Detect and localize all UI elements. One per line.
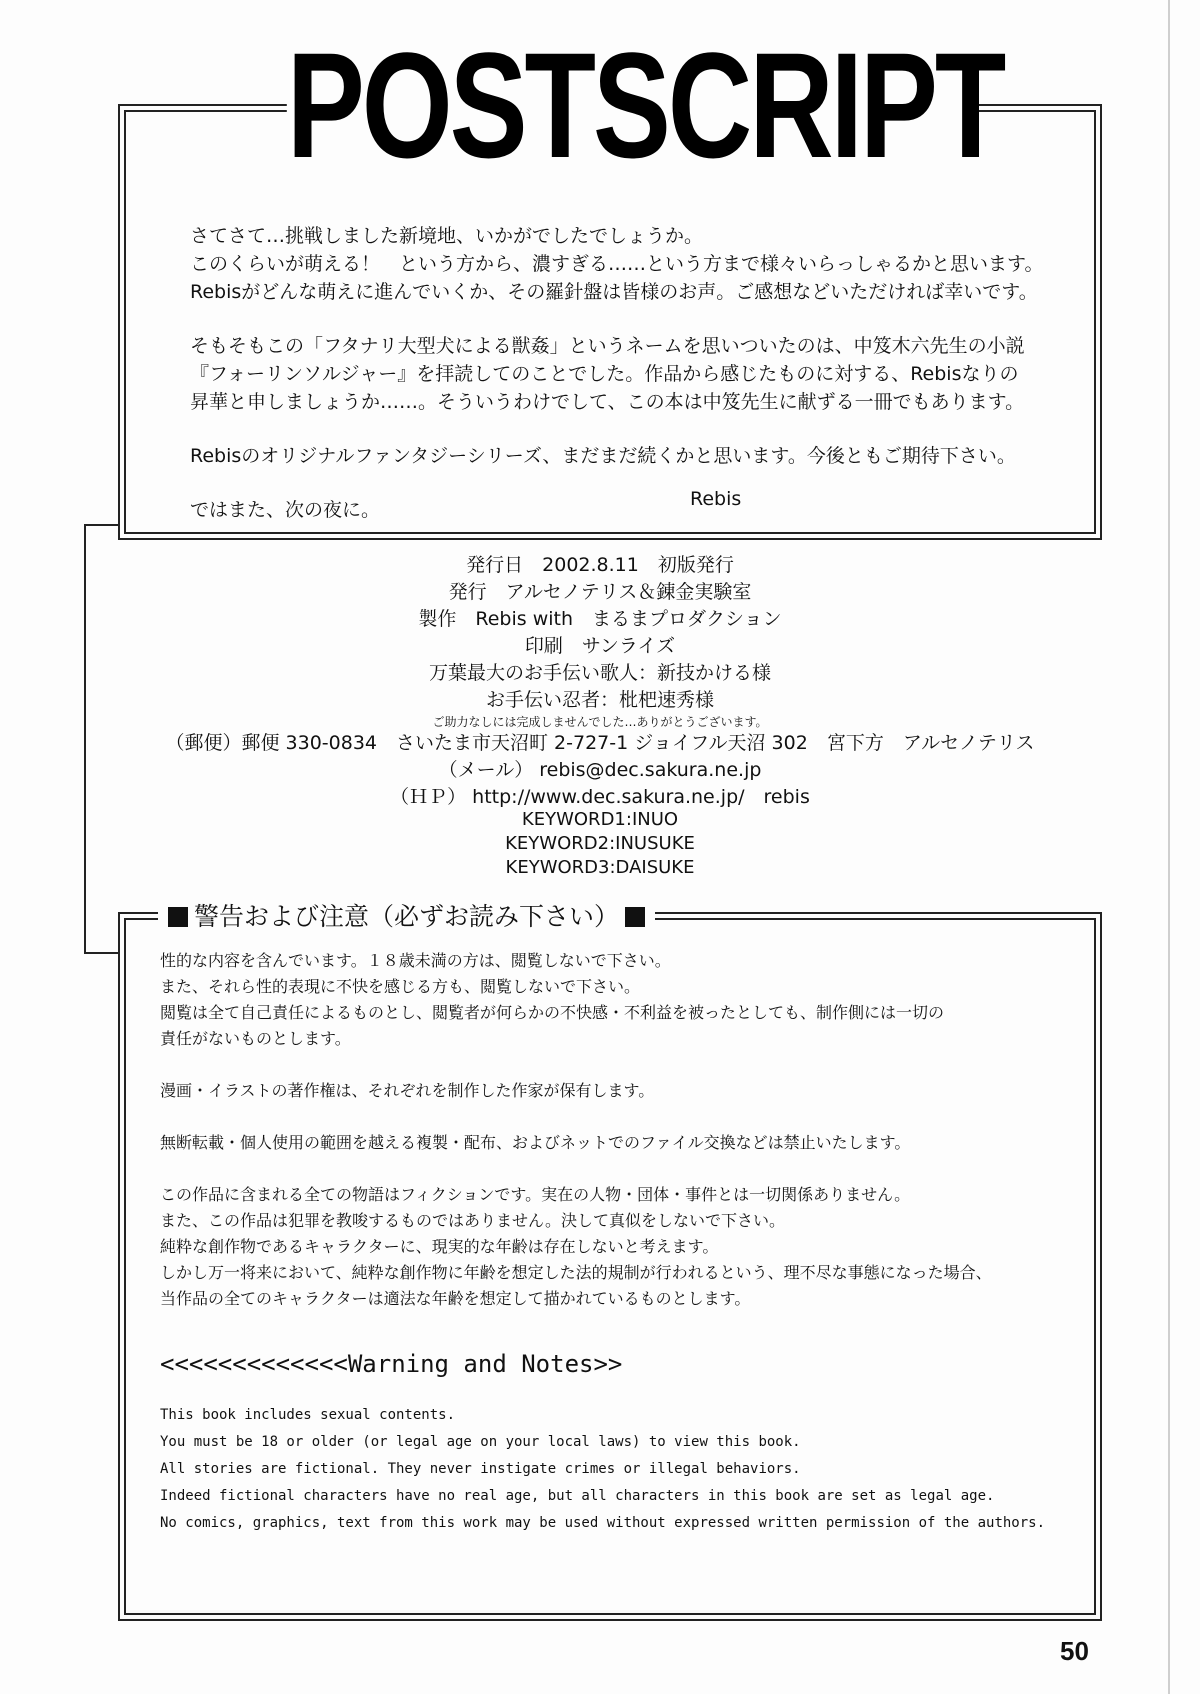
connector-line-top [84,524,122,526]
colophon [140,552,1060,811]
warning-heading-text: 警告および注意（必ずお読み下さい） [194,902,620,931]
postscript-paragraph [190,222,1070,306]
keywords [400,808,800,880]
square-bullet-icon [168,907,188,927]
colophon-address: （郵便）郵便 330-0834 さいたま市天沼町 2-727-1 ジョイフル天沼 302 宮下方 アルセノテリス [165,732,1035,754]
text-line: Indeed fictional characters have no real age, but all characters in this book are set as legal age. [160,1488,995,1504]
text-line: You must be 18 or older (or legal age on your local laws) to view this book. [160,1434,801,1450]
colophon-email: （メール） rebis@dec.sakura.ne.jp [438,759,762,781]
text-line: Rebisのオリジナルファンタジーシリーズ、まだまだ続くかと思います。今後ともご期待下さい。 [190,445,1016,467]
english-warning-heading: <<<<<<<<<<<<<Warning and Notes>> [160,1350,623,1378]
colophon-line: 印刷 サンライズ [524,635,676,657]
text-line: 漫画・イラストの著作権は、それぞれを制作した作家が保有します。 [160,1081,655,1100]
warning-body [160,948,1060,1338]
text-line: ではまた、次の夜に。 [190,499,381,521]
warning-paragraph [160,1182,1060,1312]
warning-paragraph [160,948,1060,1052]
page-edge [1168,0,1170,1694]
warning-paragraph [160,1078,1060,1104]
postscript-paragraph [190,442,1070,470]
text-line: No comics, graphics, text from this work may be used without expressed written permission of the authors. [160,1515,1046,1531]
text-line: この作品に含まれる全ての物語はフィクションです。実在の人物・団体・事件とは一切関係ありません。 [160,1185,911,1204]
text-line: 純粋な創作物であるキャラクターに、現実的な年齢は存在しないと考えます。 [160,1237,719,1256]
colophon-line: 製作 Rebis with まるまプロダクション [418,608,782,630]
keyword-line: KEYWORD3:DAISUKE [505,857,695,878]
text-line: This book includes sexual contents. [160,1407,456,1423]
text-line: Rebisがどんな萌えに進んでいくか、その羅針盤は皆様のお声。ご感想などいただければ幸いです。 [190,281,1038,303]
text-line: 閲覧は全て自己責任によるものとし、閲覧者が何らかの不快感・不利益を被ったとしても、制作側には一切の [160,1003,945,1022]
english-warning-body [160,1402,1060,1537]
text-line: 性的な内容を含んでいます。１８歳未満の方は、閲覧しないで下さい。 [160,951,671,970]
text-line: そもそもこの「フタナリ大型犬による獣姦」というネームを思いついたのは、中笈木六先生の小説 [190,335,1025,357]
colophon-thanks-note: ご助力なしには完成しませんでした…ありがとうございます。 [432,715,768,729]
postscript-title: POSTSCRIPT [286,21,1004,189]
colophon-line: 万葉最大のお手伝い歌人：新技かける様 [428,662,771,684]
colophon-homepage: （ＨＰ） http://www.dec.sakura.ne.jp/ rebis [390,786,810,808]
connector-line-bottom [84,952,122,954]
text-line: 『フォーリンソルジャー』を拝読してのことでした。作品から感じたものに対する、Rebisなりの [190,363,1019,385]
postscript-paragraph [190,496,1070,524]
connector-line [84,524,86,954]
text-line: 責任がないものとします。 [160,1029,351,1048]
text-line: しかし万一将来において、純粋な創作物に年齢を想定した法的規制が行われるという、理不尽な事態になった場合、 [160,1263,992,1282]
page-number: 50 [1060,1636,1089,1666]
colophon-line: 発行 アルセノテリス＆錬金実験室 [448,581,752,603]
warning-heading [158,895,655,939]
square-bullet-icon [625,907,645,927]
text-line: 昇華と申しましょうか……。そういうわけでして、この本は中笈先生に献ずる一冊でもあります。 [190,391,1025,413]
colophon-line: 発行日 2002.8.11 初版発行 [466,554,734,576]
text-line: また、この作品は犯罪を教唆するものではありません。決して真似をしないで下さい。 [160,1211,785,1230]
text-line: All stories are fictional. They never instigate crimes or illegal behaviors. [160,1461,801,1477]
text-line: また、それら性的表現に不快を感じる方も、閲覧しないで下さい。 [160,977,641,996]
keyword-line: KEYWORD2:INUSUKE [505,833,695,854]
keyword-line: KEYWORD1:INUO [521,809,679,830]
text-line: 無断転載・個人使用の範囲を越える複製・配布、およびネットでのファイル交換などは禁止いたします。 [160,1133,911,1152]
text-line: さてさて…挑戦しました新境地、いかがでしたでしょうか。 [190,225,704,247]
colophon-line: お手伝い忍者：枇杷速秀様 [485,689,714,711]
warning-paragraph [160,1130,1060,1156]
postscript-paragraph [190,332,1070,416]
postscript-body [190,222,1070,550]
text-line: このくらいが萌える！ という方から、濃すぎる……という方まで様々いらっしゃるかと思います。 [190,253,1044,275]
postscript-signature: Rebis [690,488,742,510]
text-line: 当作品の全てのキャラクターは適法な年齢を想定して描かれているものとします。 [160,1289,751,1308]
